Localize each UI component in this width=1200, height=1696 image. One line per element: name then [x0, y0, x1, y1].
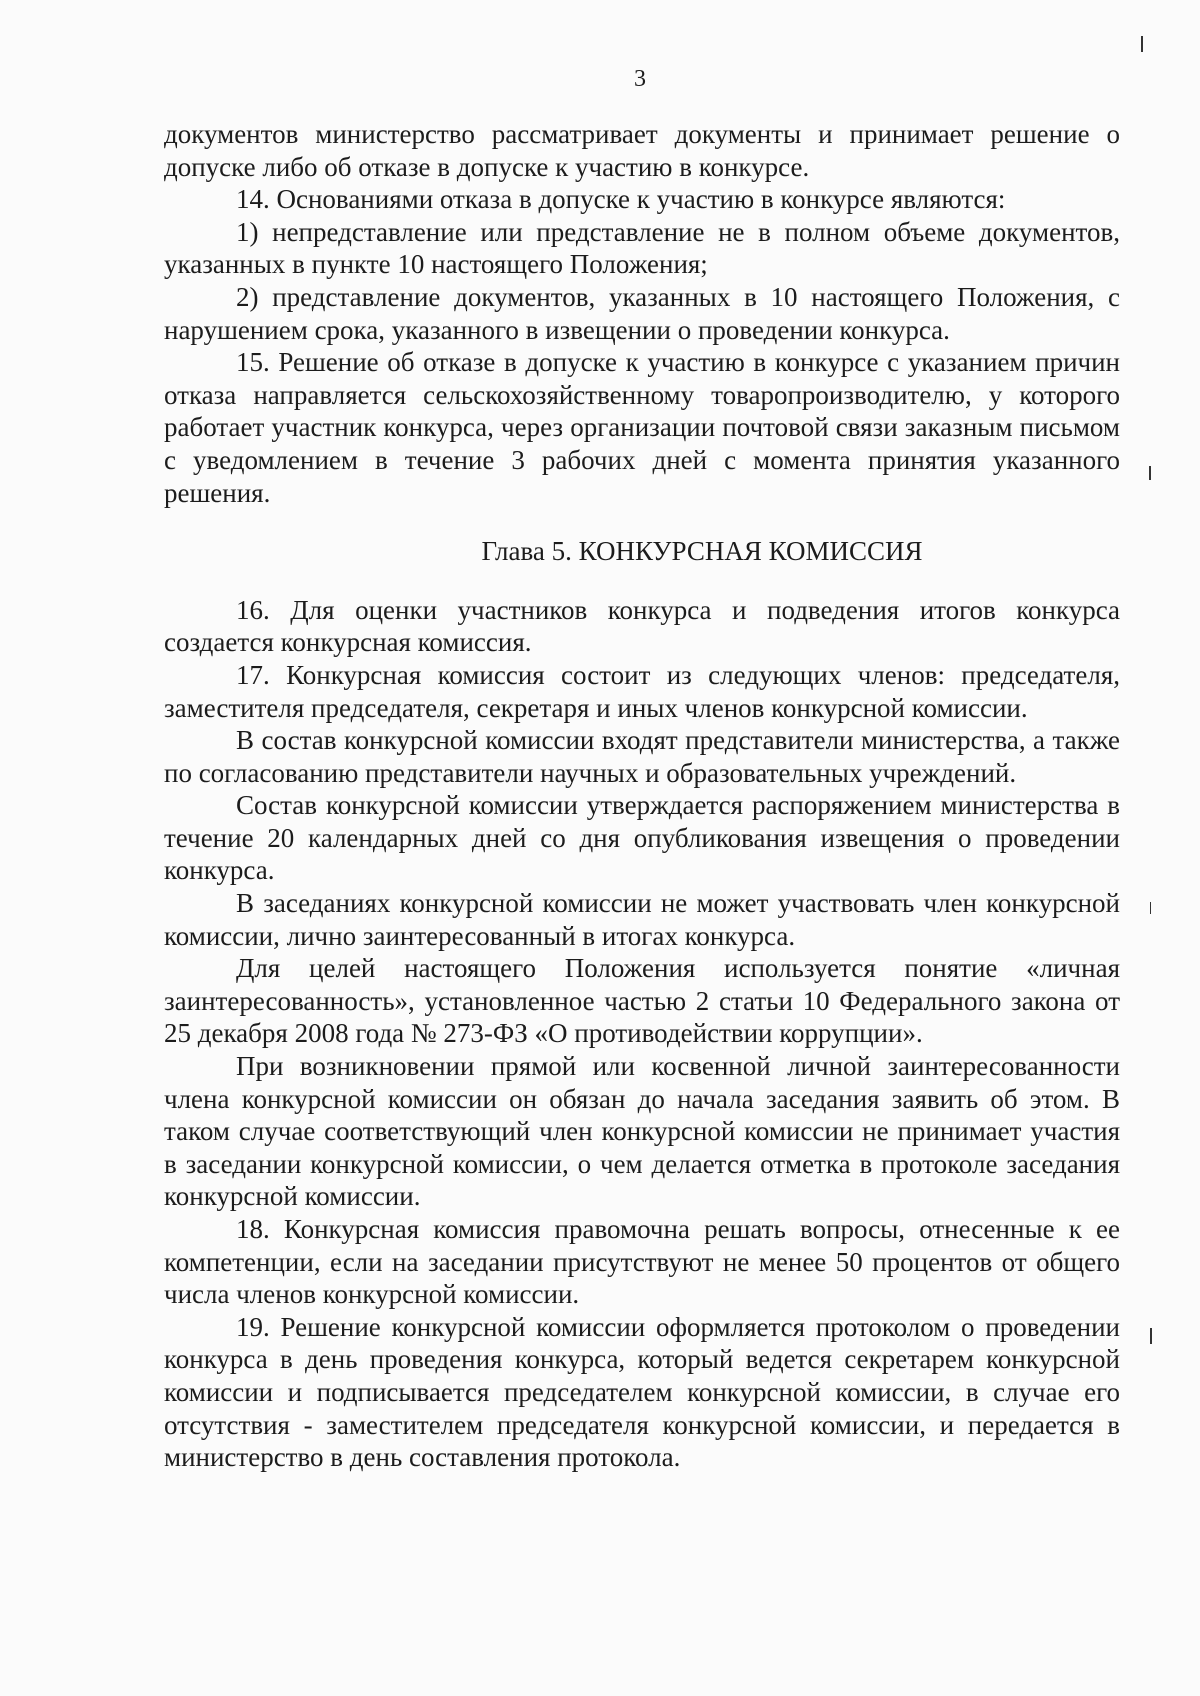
document-body — [164, 118, 1120, 1474]
scan-artifact-mark — [1150, 902, 1151, 914]
page-number: 3 — [634, 66, 646, 92]
chapter-heading: Глава 5. КОНКУРСНАЯ КОМИССИЯ — [481, 536, 923, 567]
paragraph: 1) непредставление или представление не в полном объеме документов, указанных в пункте 10 настоящего Положения; — [164, 216, 1120, 280]
paragraph: 19. Решение конкурсной комиссии оформляется протоколом о проведении конкурса в день проведения конкурса, который ведется секретарем конкурсной комиссии и подписывается председателем конкурсной комиссии, в случае его отсутствия - заместителем председателя конкурсной комиссии, и передается в министерство в день составления протокола. — [164, 1311, 1120, 1473]
scan-artifact-mark — [1150, 1328, 1152, 1344]
paragraph: В состав конкурсной комиссии входят представители министерства, а также по согласованию представители научных и образовательных учреждений. — [164, 725, 1120, 788]
paragraph: 15. Решение об отказе в допуске к участию в конкурсе с указанием причин отказа направляется сельскохозяйственному товаропроизводителю, у которого работает участник конкурса, через организации почтовой связи заказным письмом с уведомлением в течение 3 рабочих дней с момента принятия указанного решения. — [164, 347, 1120, 508]
paragraph: документов министерство рассматривает документы и принимает решение о допуске либо об отказе в допуске к участию в конкурсе. — [164, 119, 1120, 182]
paragraph: При возникновении прямой или косвенной личной заинтересованности члена конкурсной комиссии он обязан до начала заседания заявить об этом. В таком случае соответствующий член конкурсной комиссии не принимает участия в заседании конкурсной комиссии, о чем делается отметка в протоколе заседания конкурсной комиссии. — [164, 1051, 1120, 1212]
scan-artifact-mark — [1149, 466, 1151, 480]
paragraph: Для целей настоящего Положения используется понятие «личная заинтересованность», установленное частью 2 статьи 10 Федерального закона от 25 декабря 2008 года № 273-ФЗ «О противодействии коррупции». — [164, 953, 1120, 1049]
paragraph: 17. Конкурсная комиссия состоит из следующих членов: председателя, заместителя председателя, секретаря и иных членов конкурсной комиссии. — [164, 659, 1120, 723]
paragraph: Состав конкурсной комиссии утверждается распоряжением министерства в течение 20 календарных дней со дня опубликования извещения о проведении конкурса. — [164, 790, 1120, 886]
paragraph: 2) представление документов, указанных в 10 настоящего Положения, с нарушением срока, указанного в извещении о проведении конкурса. — [164, 281, 1120, 345]
paragraph: 18. Конкурсная комиссия правомочна решать вопросы, отнесенные к ее компетенции, если на заседании присутствуют не менее 50 процентов от общего числа членов конкурсной комиссии. — [164, 1214, 1120, 1310]
scan-artifact-mark — [1141, 36, 1143, 52]
paragraph: В заседаниях конкурсной комиссии не может участвовать член конкурсной комиссии, лично заинтересованный в итогах конкурса. — [164, 888, 1120, 951]
paragraph: 16. Для оценки участников конкурса и подведения итогов конкурса создается конкурсная комиссия. — [164, 594, 1120, 658]
paragraph: 14. Основаниями отказа в допуске к участию в конкурсе являются: — [236, 184, 1006, 215]
